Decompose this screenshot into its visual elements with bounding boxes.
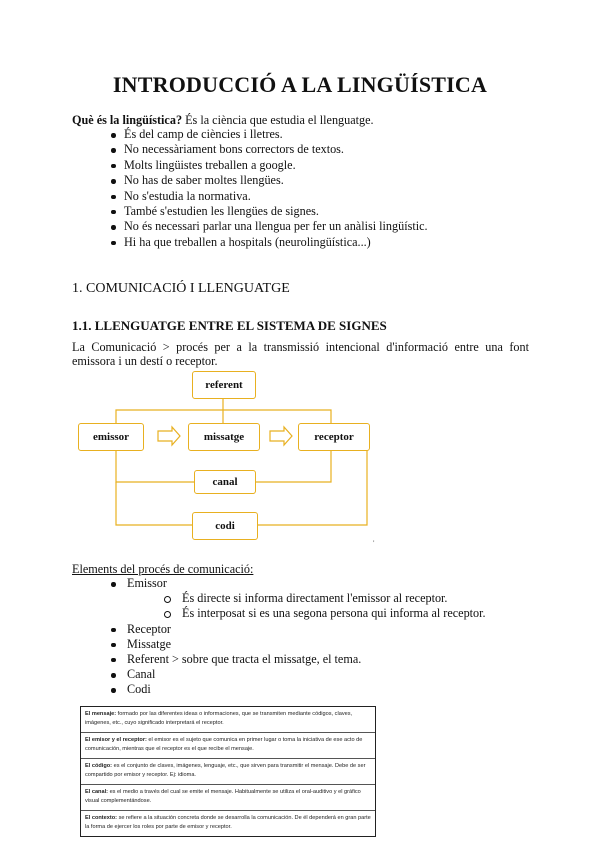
table-definition: se refiere a la situación concreta donde se desarrolla la comunicación. De él dependerá en gran parte la forma de ejercer los roles por parte de emisor y receptor. [85, 815, 371, 830]
table-term: El código: [85, 763, 113, 769]
diagram-node-codi: codi [192, 512, 258, 540]
stray-mark: , [373, 537, 375, 543]
table-row [81, 733, 375, 759]
list-item: No has de saber moltes llengües. [72, 173, 428, 188]
table-definition: es el conjunto de claves, imágenes, lenguaje, etc., que sirven para transmitir el mensaje. Debe de ser compartido por emisor y receptor. Ej: idioma. [85, 763, 366, 778]
table-term: El contexto: [85, 815, 118, 821]
arrow-missatge-receptor [270, 427, 292, 445]
list-item: No s'estudia la normativa. [72, 189, 428, 204]
table-term: El canal: [85, 789, 109, 795]
section-heading-1-1: 1.1. LLENGUATGE ENTRE EL SISTEMA DE SIGNES [72, 318, 387, 333]
section-heading-1: 1. COMUNICACIÓ I LLENGUATGE [72, 281, 290, 296]
diagram-node-emissor: emissor [78, 423, 144, 451]
frame-line-canal-right [254, 448, 331, 482]
table-definition: es el medio a través del cual se emite el mensaje. Habitualmente se utiliza el oral-auditivo y el gráfico visual complementándose. [85, 789, 361, 804]
table-definition: formado por las diferentes ideas o informaciones, que se transmiten mediante códigos, claves, imágenes, etc., cuyo significado interpretará el receptor. [85, 711, 353, 726]
table-row [81, 759, 375, 785]
list-item: Canal [72, 667, 486, 682]
diagram-node-referent: referent [192, 371, 256, 399]
paragraph-line-2: emissora i un destí o receptor. [72, 354, 218, 368]
diagram-node-missatge: missatge [188, 423, 260, 451]
list-item: No necessàriament bons correctors de textos. [72, 142, 428, 157]
frame-line-codi-right [256, 448, 367, 525]
list-item: És del camp de ciències i lletres. [72, 127, 428, 142]
table-term: El mensaje: [85, 711, 117, 717]
paragraph-line-1: La Comunicació > procés per a la transmissió intencional d'informació entre una font [72, 340, 529, 354]
list-item: No és necessari parlar una llengua per fer un anàlisi lingüístic. [72, 219, 428, 234]
table-term: El emisor y el receptor: [85, 737, 147, 743]
elements-heading: Elements del procés de comunicació: [72, 562, 254, 576]
list-item: Missatge [72, 637, 486, 652]
sub-list-item: És interposat si es una segona persona qui informa al receptor. [72, 606, 486, 621]
arrow-emissor-missatge [158, 427, 180, 445]
list-item: Emissor [72, 576, 486, 591]
sub-list-item: És directe si informa directament l'emissor al receptor. [72, 591, 486, 606]
diagram-node-receptor: receptor [298, 423, 370, 451]
frame-line-canal [116, 448, 194, 482]
list-item: Molts lingüistes treballen a google. [72, 158, 428, 173]
table-row [81, 785, 375, 811]
diagram-node-canal: canal [194, 470, 256, 494]
list-item: Referent > sobre que tracta el missatge, el tema. [72, 652, 486, 667]
list-item: Receptor [72, 622, 486, 637]
table-row [81, 707, 375, 733]
list-item: Codi [72, 682, 486, 697]
intro-answer: És la ciència que estudia el llenguatge. [182, 113, 374, 127]
list-item: Hi ha que treballen a hospitals (neurolingüística...) [72, 235, 428, 250]
page-title: INTRODUCCIÓ A LA LINGÜÍSTICA [112, 72, 488, 97]
intro-question: Què és la lingüística? [72, 113, 183, 127]
list-item: També s'estudien les llengües de signes. [72, 204, 428, 219]
frame-line-codi [116, 482, 192, 525]
elements-list [72, 576, 486, 698]
table-definition: el emisor es el sujeto que comunica en primer lugar o toma la iniciativa de ese acto de comunicación, mientras que el receptor es el que recibe el mensaje. [85, 737, 363, 752]
table-row [81, 811, 375, 836]
definitions-table [80, 706, 376, 837]
